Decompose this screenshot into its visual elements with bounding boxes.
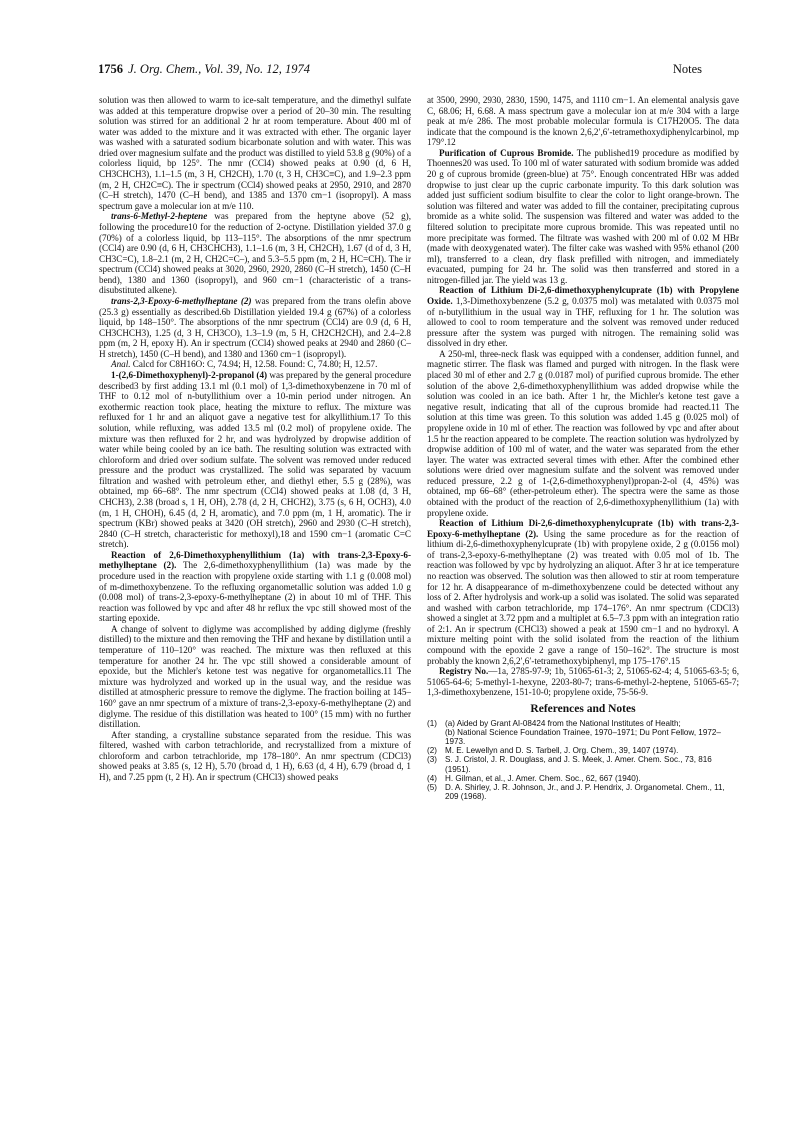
reference-item [427,719,739,728]
paragraph-text: A change of solvent to diglyme was accomplished by adding diglyme (freshly distilled) to the mixture and then removing the THF and hexane by distillation until a temperature of 110–120° was reached. The mixture was then refluxed at this temperature for another 24 hr. The vpc still showed a considerable amount of epoxide, but the Michler's ketone test was negative for organometallics.11 The mixture was hydrolyzed and worked up in the usual way, and the residue was distilled at atmospheric pressure to remove the diglyme. The fraction boiling at 145–160° gave an nmr spectrum of a mixture of trans-2,3-epoxy-6-methylheptane (2) and diglyme. The residue of this distillation was heated to 100° (15 mm) with no further distillation. [99,623,411,730]
paragraph [99,211,411,296]
paragraph-lead: trans-6-Methyl-2-heptene [111,211,208,222]
paragraph-text: Using the same procedure as for the reaction of lithium di-2,6-dimethoxyphenylcuprate (1b) with propylene oxide, 2 g (0.0156 mol) of trans-2,3-epoxy-6-methylheptane (2) was treated with 0.05 mol of 1b. The reaction was followed by vpc by hydrolyzing an aliquot. After 3 hr at ice temperature no reaction was observed. The solution was then allowed to stir at room temperature for 12 hr. A disappearance of m-dimethoxybenzene could be detected without any loss of 2. After hydrolysis and work-up a solid was isolated. The solid was separated and washed with carbon tetrachloride, mp 174–176°. An nmr spectrum (CDCl3) showed a singlet at 3.72 ppm and a multiplet at 6.5–7.3 ppm with an integration ratio of 2:1. An ir spectrum (CHCl3) showed a peak at 1590 cm−1 and no hydroxyl. A mixture melting point with the solid isolated from the reaction of the lithium compound with the epoxide 2 gave a range of 150–162°. The structure is most probably the known 2,6,2′,6′-tetramethoxybiphenyl, mp 175–176°.15 [427,528,739,666]
reference-item [427,783,739,801]
paragraph-text: A 250-ml, three-neck flask was equipped with a condenser, addition funnel, and magnetic stirrer. The flask was flamed and purged with nitrogen. In the flask were placed 30 ml of ether and 2.7 g (0.0187 mol) of purified cuprous bromide. The ether solution of the above 2,6-dimethoxyphenyllithium was added dropwise while the solution was cooled in an ice bath. After 1 hr, the Michler's ketone test gave a negative result, indicating that all of the cuprous bromide had reacted.11 The solution at this time was green. To this solution was added 1.45 g (0.025 mol) of propylene oxide in 10 ml of ether. The reaction was followed by vpc and after about 1.5 hr the reaction appeared to be complete. The reaction solution was hydrolyzed by dropwise addition of 100 ml of water, and the water was separated from the ether layer. The water was extracted several times with ether. After the combined ether solutions were dried over magnesium sulfate and the solvent was removed under reduced pressure, 2.2 g of 1-(2,6-dimethoxyphenyl)propan-2-ol (4, 45%) was obtained, mp 66–68° (ether-petroleum ether). The spectra were the same as those obtained with the product of the reaction of 2,6-dimethoxyphenyllithium (1a) with propylene oxide. [427,348,739,518]
reference-number: (5) [427,782,437,792]
reference-text: H. Gilman, et al., J. Amer. Chem. Soc., 62, 667 (1940). [445,773,641,783]
paragraph-text: 1,3-Dimethoxybenzene (5.2 g, 0.0375 mol) was metalated with 0.0375 mol of n-butyllithium in the usual way in THF, refluxing for 1 hr. The solution was allowed to cool to room temperature and the solvent was removed under reduced pressure after the system was purged with nitrogen. The remaining solid was dissolved in dry ether. [427,295,739,349]
paragraph [427,95,739,148]
paragraph-lead: Purification of Cuprous Bromide. [439,147,574,158]
paragraph [99,550,411,624]
header-left [98,62,312,77]
paragraph [99,624,411,730]
reference-continuation: (b) National Science Foundation Trainee, 1970–1971; Du Pont Fellow, 1972–1973. [445,727,721,746]
reference-text: (a) Aided by Grant AI-08424 from the National Institutes of Health; [445,718,681,728]
right-column [427,95,739,801]
journal-citation: J. Org. Chem., Vol. 39, No. 12, 1974 [128,62,310,76]
running-header [98,62,702,82]
paragraph [427,349,739,518]
reference-number: (1) [427,718,437,728]
paragraph [99,359,411,370]
paragraph [427,148,739,286]
paragraph-lead: Reaction of 2,6-Dimethoxyphenyllithium (1a) with trans-2,3-Epoxy-6-methylheptane (2). [99,549,411,571]
reference-item [427,755,739,773]
reference-item [427,746,739,755]
paragraph-text: —1a, 2785-97-9; 1b, 51065-61-3; 2, 51065-62-4; 4, 51065-63-5; 6, 51065-64-6; 5-methyl-1-hexyne, 2203-80-7; trans-6-methyl-2-heptene, 51065-65-7; 1,3-dimethoxybenzene, 151-10-0; propylene oxide, 75-56-9. [427,666,739,698]
paragraph [99,95,411,211]
paragraph-text: was prepared from the trans olefin above (25.3 g) essentially as described.6b Distillation yielded 19.4 g (67%) of a colorless liquid, bp 148–150°. The absorptions of the nmr spectrum (CCl4) are 0.9 (d, 6 H, CH3CHCH3), 1.25 (d, 3 H, CH3CO), 1.3–1.9 (m, 5 H, CH2CH2CH), and 2.4–2.8 ppm (m, 2 H, epoxy H). An ir spectrum (CCl4) showed peaks at 2940 and 2860 (C–H stretch), 1450 (C–H bend), and 1380 and 1360 cm−1 (isopropyl). [99,295,411,359]
references-heading: References and Notes [530,702,636,715]
paragraph [99,370,411,550]
right-column-paragraphs [427,95,739,698]
paragraph-lead: Reaction of Lithium Di-2,6-dimethoxyphenylcuprate (1b) with trans-2,3-Epoxy-6-methylheptane (2). [427,518,739,539]
paragraph-text: was prepared by the general procedure described3 by first adding 13.1 ml (0.1 mol) of 1,3-dimethoxybenzene in 70 ml of THF to 0.12 mol of n-butyllithium over a 10-min period under nitrogen. An exothermic reaction took place, heating the mixture to reflux. The mixture was refluxed for 1 hr and an aliquot gave a negative test for alkyllithium.17 To this solution, while refluxing, was added 13.5 ml (0.2 mol) of propylene oxide. The mixture was then refluxed for 2 hr, and was hydrolyzed by dropwise addition of water while being cooled by an ice bath. The resulting solution was extracted with chloroform and dried over sodium sulfate. The solvent was removed under reduced pressure and the product was crystallized. The solid was separated by vacuum filtration and washed with petroleum ether, and diethyl ether, 5.5 g (28%), was obtained, mp 66–68°. The nmr spectrum (CCl4) showed peaks at 1.08 (d, 3 H, CHCH3), 2.38 (broad s, 1 H, OH), 2.78 (d, 2 H, CHCH2), 3.75 (s, 6 H, OCH3), 4.0 (m, 1 H, CHOH), 6.45 (d, 2 H, aromatic), and 7.0 ppm (m, 1 H, aromatic). The ir spectrum (KBr) showed peaks at 3420 (OH stretch), 2960 and 2930 (C–H stretch), 2840 (C–H stretch, characteristic for methoxyl),18 and 1590 cm−1 (aromatic C=C stretch). [99,370,411,550]
reference-item [427,774,739,783]
paragraph-text: The 2,6-dimethoxyphenyllithium (1a) was made by the procedure used in the reaction with propylene oxide starting with 1.1 g (0.008 mol) of m-dimethoxybenzene. To the refluxing organometallic solution was added 1.0 g (0.008 mol) of trans-2,3-epoxy-6-methylheptane (2) in about 10 ml of THF. This reaction was followed by vpc and after 48 hr reflux the vpc still showed most of the starting epoxide. [99,560,411,624]
references-list [427,719,739,802]
reference-text: M. E. Lewellyn and D. S. Tarbell, J. Org. Chem., 39, 1407 (1974). [445,746,679,756]
page-number: 1756 [98,62,123,76]
paragraph [427,285,739,348]
paragraph-lead: Anal. [111,359,131,370]
paragraph [427,518,739,666]
reference-text: S. J. Cristol, J. R. Douglass, and J. S. Meek, J. Amer. Chem. Soc., 73, 816 (1951). [445,755,712,774]
reference-number: (3) [427,755,437,765]
paragraph-lead: 1-(2,6-Dimethoxyphenyl)-2-propanol (4) [111,370,268,381]
paragraph-text: solution was then allowed to warm to ice-salt temperature, and the dimethyl sulfate was added at this temperature dropwise over a period of 20–30 min. The resulting solution was stirred for an additional 2 hr at room temperature. About 400 ml of water was added to the mixture and it was extracted with ether. The organic layer was washed with a saturated sodium bicarbonate solution and with water. This was dried over magnesium sulfate and the product was distilled to yield 53.8 g (90%) of a colorless liquid, bp 125°. The nmr (CCl4) showed peaks at 0.90 (d, 6 H, CH3CHCH3), 1.1–1.5 (m, 3 H, CH2CH), 1.70 (t, 3 H, CH3C≡C), and 1.9–2.3 ppm (m, 2 H, CH2C≡C). The ir spectrum (CCl4) showed peaks at 2950, 2910, and 2870 (C–H stretch), 1470 (C–H bend), and 1385 and 1370 cm−1 (isopropyl). A mass spectrum gave a molecular ion at m/e 110. [99,95,411,211]
paragraph-text: at 3500, 2990, 2930, 2830, 1590, 1475, and 1110 cm−1. An elemental analysis gave C, 68.06; H, 6.68. A mass spectrum gave a molecular ion at m/e 304 with a large peak at m/e 286. The most probable molecular formula is C17H20O5. The data indicate that the compound is the known 2,6,2′,6′-tetramethoxydiphenylcarbinol, mp 179°.12 [427,95,739,148]
reference-number: (2) [427,746,437,756]
reference-number: (4) [427,773,437,783]
paragraph [427,666,739,698]
paragraph [99,730,411,783]
section-label: Notes [672,62,702,76]
paragraph-lead: trans-2,3-Epoxy-6-methylheptane (2) [111,295,252,306]
paragraph-lead: Reaction of Lithium Di-2,6-dimethoxyphenylcuprate (1b) with Propylene Oxide. [427,285,739,306]
paragraph-text: was prepared from the heptyne above (52 g), following the procedure10 for the reduction of 2-octyne. Distillation yielded 37.0 g (70%) of a colorless liquid, bp 113–115°. The absorptions of the nmr spectrum (CCl4) are 0.90 (d, 6 H, CH3CHCH3), 1.1–1.6 (m, 3 H, CH2CH), 1.67 (d of d, 3 H, CH3C=C), 1.8–2.1 (m, 2 H, CH2C=C–), and 5.3–5.5 ppm (m, 2 H, HC=CH). The ir spectrum (CCl4) showed peaks at 3020, 2960, 2920, 2860 (C–H stretch), 1450 (C–H bend), 1380 and 1360 (isopropyl), and 960 cm−1 (characteristic of a trans-disubstituted alkene). [99,211,411,296]
reference-text: D. A. Shirley, J. R. Johnson, Jr., and J. P. Hendrix, J. Organometal. Chem., 11, 209 (1968). [445,782,725,802]
paragraph-text: Calcd for C8H16O: C, 74.94; H, 12.58. Found: C, 74.80; H, 12.57. [130,359,378,370]
paragraph [99,296,411,359]
paragraph-text: The published19 procedure as modified by Thoennes20 was used. To 100 ml of water saturated with sodium bromide was added 20 g of cuprous bromide (green-blue) at 75°. Enough concentrated HBr was added dropwise to just clear up the cupric carbonate impurity. To this dark solution was added just sufficient sodium bisulfite to clear the color to light orange-brown. The solution was filtered and water was added to fill the container, precipitating cuprous bromide as a white solid. The suspension was filtered and water was added to the filtered solution to precipitate more cuprous bromide. This was repeated until no more precipitate was formed. The filtrate was washed with 200 ml of 0.02 M HBr (made with deoxygenated water). The filter cake was washed with 95% ethanol (200 ml), transferred to a clean, dry flask prefilled with nitrogen, and immediately evacuated, pumping for 24 hr. The solid was then transferred and stored in a nitrogen-filled jar. The yield was 13 g. [427,147,740,285]
left-column [99,95,411,783]
paragraph-lead: Registry No. [439,666,489,677]
paragraph-text: After standing, a crystalline substance separated from the residue. This was filtered, washed with carbon tetrachloride, and recrystallized from a mixture of chloroform and carbon tetrachloride, mp 178–180°. An nmr spectrum (CDCl3) showed peaks at 3.85 (s, 12 H), 5.70 (broad d, 1 H), 6.63 (d, 4 H), 6.79 (broad d, 1 H), and 7.25 ppm (t, 2 H). An ir spectrum (CHCl3) showed peaks [99,729,411,782]
